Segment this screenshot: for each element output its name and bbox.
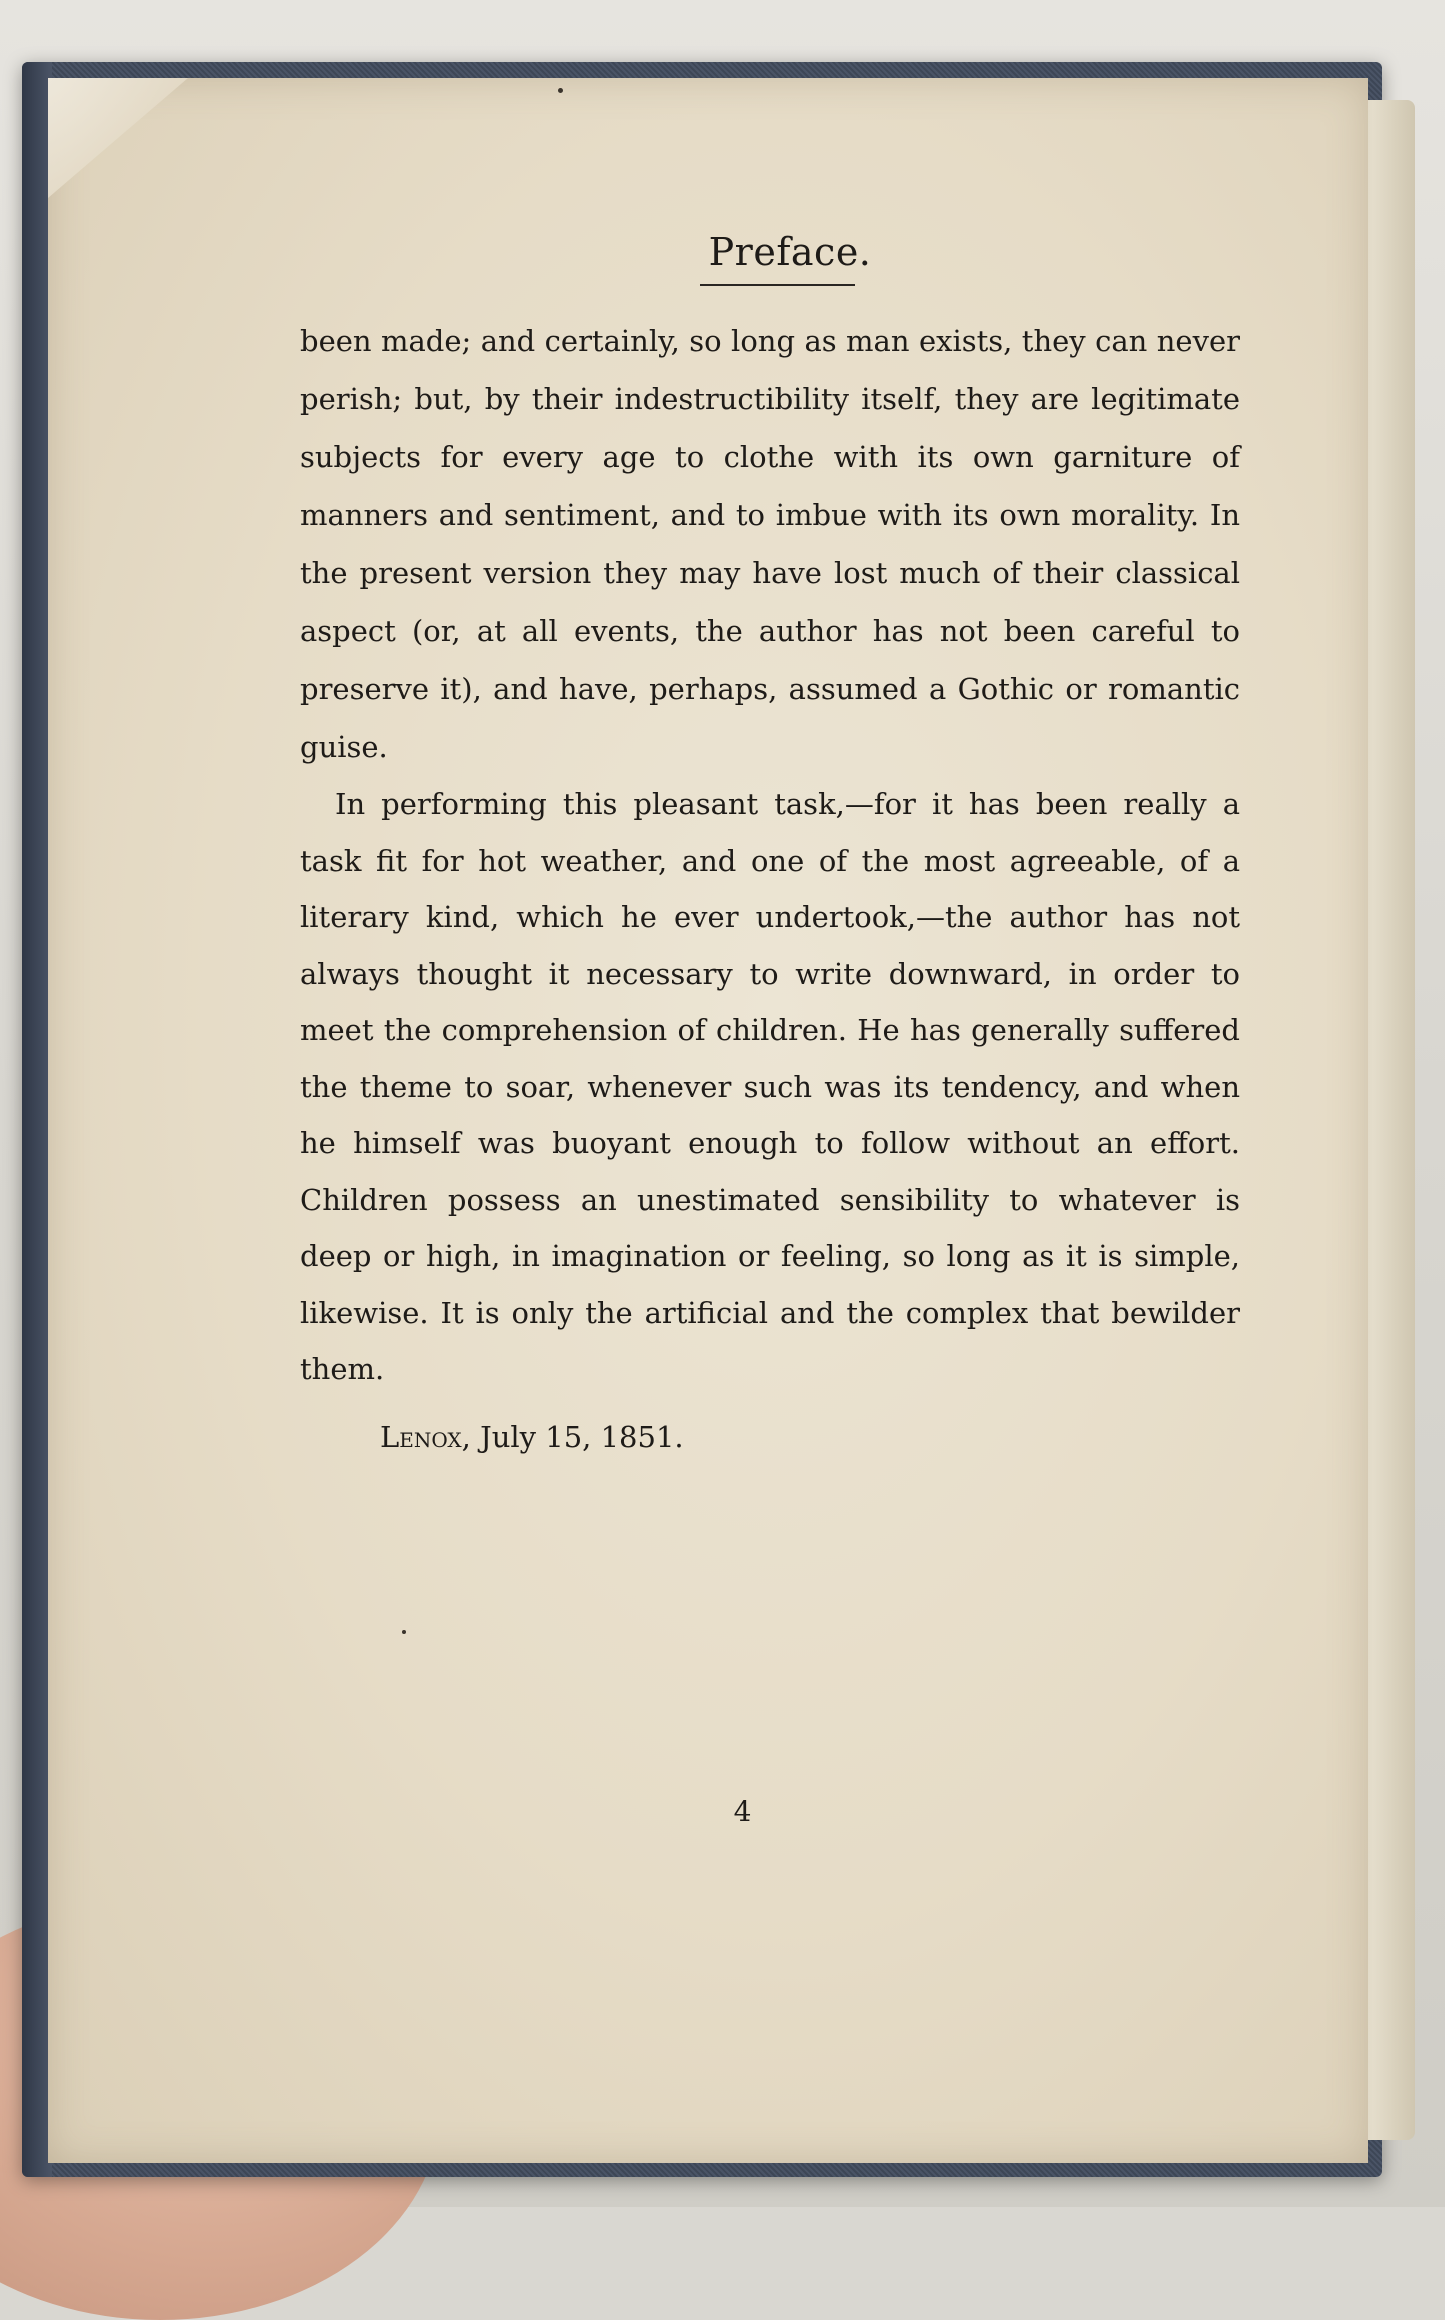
signature-place: Lenox	[380, 1419, 462, 1454]
heading-rule	[700, 284, 855, 286]
signature-line	[380, 1420, 1240, 1454]
signature-date: , July 15, 1851.	[461, 1419, 684, 1454]
paragraph-1: been made; and certainly, so long as man exists, they can never perish; but, by their indestructibility itself, they are legitimate subjects for every age to clothe with its own garniture of manners and sentiment, and to imbue with its own morality. In the present version they may have lost much of their classical aspect (or, at all events, the author has not been careful to preserve it), and have, perhaps, assumed a Gothic or romantic guise.	[300, 324, 1240, 764]
page-number: 4	[733, 1795, 752, 1828]
paper-speck	[558, 88, 563, 93]
paragraph-2: In performing this pleasant task,—for it has been really a task fit for hot weather, and one of the most agreeable, of a literary kind, which he ever undertook,—the author has not always thought it necessary to write downward, in order to meet the comprehension of children. He has generally suffered the theme to soar, whenever such was its tendency, and when he himself was buoyant enough to follow without an effort. Children possess an unestimated sensibility to whatever is deep or high, in imagination or feeling, so long as it is simple, likewise. It is only the artificial and the complex that bewilder them.	[300, 787, 1240, 1386]
paper-speck	[402, 1630, 406, 1634]
page-heading: Preface.	[708, 230, 872, 274]
page-content	[300, 230, 1240, 1454]
